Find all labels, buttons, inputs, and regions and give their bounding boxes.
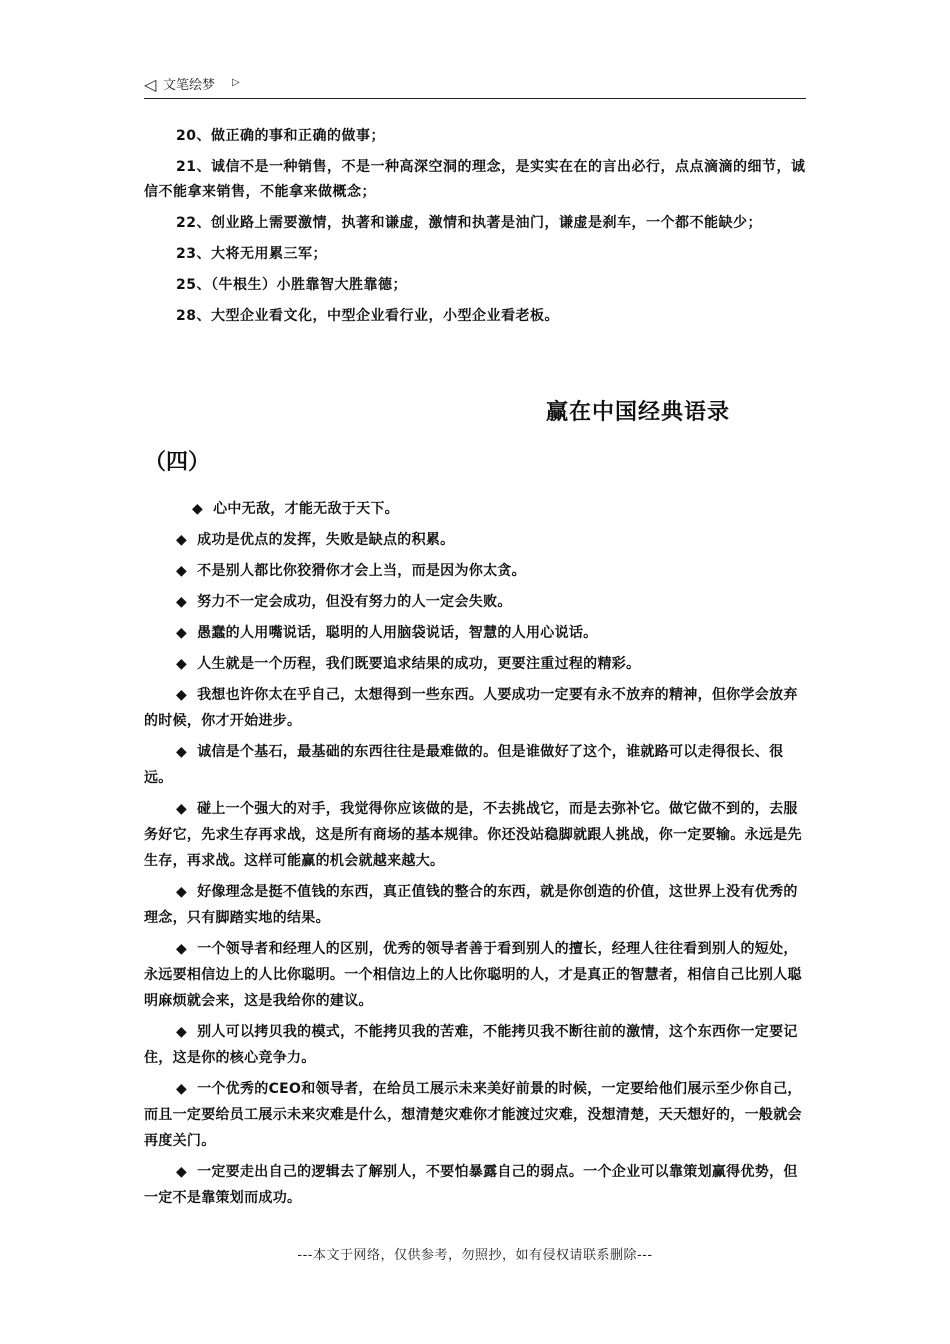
diamond-bullet-icon: ◆ [176,1081,188,1097]
numbered-list [144,124,806,335]
quote-item [144,496,806,522]
list-item: 20、做正确的事和正确的做事； [176,128,385,144]
diamond-bullet-icon: ◆ [176,625,188,641]
diamond-bullet-icon: ◆ [192,501,204,517]
diamond-bullet-icon: ◆ [176,1164,188,1180]
diamond-bullet-icon: ◆ [176,941,188,957]
quote-text: 不是别人都比你狡猾你才会上当，而是因为你太贪。 [197,563,526,579]
section-title: 赢在中国经典语录 [546,400,731,425]
quote-text: 愚蠢的人用嘴说话，聪明的人用脑袋说话，智慧的人用心说话。 [197,625,598,641]
quote-item [144,1019,806,1071]
quote-text: 心中无敌，才能无敌于天下。 [213,501,399,517]
diamond-bullet-icon: ◆ [176,687,188,703]
quote-text: 诚信是个基石，最基础的东西往往是最难做的。但是谁做好了这个，谁就路可以走得很长、很远。 [144,744,784,786]
quote-item [144,879,806,931]
quote-item [144,558,806,584]
quote-text: 人生就是一个历程，我们既要追求结果的成功，更要注重过程的精彩。 [197,656,641,672]
diamond-bullet-icon: ◆ [176,744,188,760]
list-item: 22、创业路上需要激情，执著和谦虚，激情和执著是油门，谦虚是刹车，一个都不能缺少； [176,215,762,231]
quote-text: 别人可以拷贝我的模式，不能拷贝我的苦难，不能拷贝我不断往前的激情，这个东西你一定要记住，这是你的核心竞争力。 [144,1024,798,1066]
quote-item [144,936,806,1014]
header-title: 文笔绘梦 [163,78,216,93]
quote-item [144,1076,806,1154]
list-item: 25、（牛根生）小胜靠智大胜靠德； [176,277,407,293]
diamond-bullet-icon: ◆ [176,594,188,610]
quote-item [144,796,806,874]
quote-text: 一个优秀的CEO和领导者，在给员工展示未来美好前景的时候，一定要给他们展示至少你自己，而且一定要给员工展示未来灾难是什么，想清楚灾难你才能渡过灾难，没想清楚，天天想好的，一般就会再度关门。 [144,1081,802,1149]
diamond-bullet-icon: ◆ [176,801,188,817]
quote-list [144,496,806,1216]
quote-text: 努力不一定会成功，但没有努力的人一定会失败。 [197,594,512,610]
quote-item [144,682,806,734]
diamond-bullet-icon: ◆ [176,563,188,579]
quote-item [144,739,806,791]
diamond-bullet-icon: ◆ [176,532,188,548]
section-subtitle: （四） [144,450,211,475]
list-item: 23、大将无用累三军； [176,246,327,262]
quote-text: 一定要走出自己的逻辑去了解别人，不要怕暴露自己的弱点。一个企业可以靠策划赢得优势，但一定不是靠策划而成功。 [144,1164,798,1206]
quote-text: 好像理念是挺不值钱的东西，真正值钱的整合的东西，就是你创造的价值，这世界上没有优秀的理念，只有脚踏实地的结果。 [144,884,798,926]
list-item: 28、大型企业看文化，中型企业看行业，小型企业看老板。 [176,308,559,324]
page-header [144,72,806,99]
diamond-bullet-icon: ◆ [176,884,188,900]
quote-item [144,620,806,646]
page-footer: ---本文于网络，仅供参考，勿照抄，如有侵权请联系删除--- [297,1248,653,1263]
quote-item [144,1159,806,1211]
quote-text: 成功是优点的发挥，失败是缺点的积累。 [197,532,455,548]
quote-text: 碰上一个强大的对手，我觉得你应该做的是，不去挑战它，而是去弥补它。做它做不到的，去服务好它，先求生存再求战，这是所有商场的基本规律。你还没站稳脚就跟人挑战，你一定要输。永远是先生存，再求战。这样可能赢的机会就越来越大。 [144,801,802,869]
diamond-bullet-icon: ◆ [176,656,188,672]
quote-item [144,527,806,553]
quote-text: 一个领导者和经理人的区别，优秀的领导者善于看到别人的擅长，经理人往往看到别人的短处，永远要相信边上的人比你聪明。一个相信边上的人比你聪明的人，才是真正的智慧者，相信自己比别人聪明麻烦就会来，这是我给你的建议。 [144,941,802,1009]
right-triangle-icon: ▷ [232,77,240,88]
list-item: 21、诚信不是一种销售，不是一种高深空洞的理念，是实实在在的言出必行，点点滴滴的细节，诚信不能拿来销售，不能拿来做概念； [144,159,806,200]
quote-item [144,589,806,615]
left-triangle-icon: ◁ [144,75,157,94]
quote-text: 我想也许你太在乎自己，太想得到一些东西。人要成功一定要有永不放弃的精神，但你学会放弃的时候，你才开始进步。 [144,687,798,729]
quote-item [144,651,806,677]
diamond-bullet-icon: ◆ [176,1024,188,1040]
